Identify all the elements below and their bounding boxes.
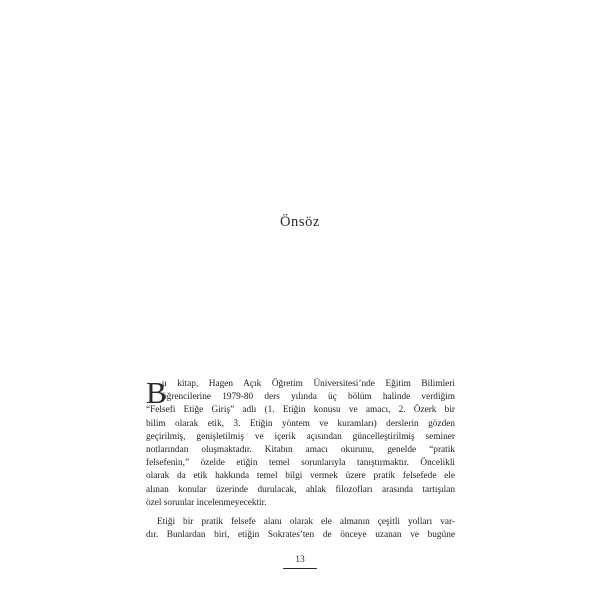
paragraph-2-line: Etiği bir pratik felsefe alanı olarak ele almanın çeşitli yolları var-	[157, 516, 455, 527]
paragraph-1-line: geçirilmiş, genişletilmiş ve içerik açısından güncelleştirilmiş seminer	[146, 431, 455, 442]
paragraph-1-line: olarak da etik hakkında temel bilgi vermek üzere pratik felsefede ele	[146, 471, 455, 482]
chapter-title: Önsöz	[279, 214, 321, 230]
paragraph-2	[146, 516, 455, 542]
paragraph-1-line: felsefenin,” özelde etiğin temel sorunlarıyla tanıştırmaktır. Öncelikli	[146, 458, 455, 469]
paragraph-1-line: bilim olarak etik, 3. Etiğin yöntem ve kuramları) derslerin gözden	[146, 418, 455, 429]
body-text	[146, 375, 455, 542]
paragraph-2-line: dır. Bunlardan biri, etiğin Sokrates’ten de önceye uzanan ve bugüne	[146, 530, 455, 541]
paragraph-1-line: alınan konular üzerinde durulacak, ahlak filozofları arasında tartışılan	[146, 484, 455, 495]
paragraph-1-line: özel sorunlar incelenmeyecektir.	[146, 497, 267, 508]
paragraph-1-line: “Felsefi Etiğe Giriş” adlı (1. Etiğin konusu ve amacı, 2. Özerk bir	[146, 405, 455, 416]
page-number-footer	[0, 555, 600, 569]
drop-cap: B	[146, 375, 167, 410]
page-number: 13	[283, 555, 317, 569]
paragraph-1	[146, 375, 455, 510]
paragraph-1-line: öğrencilerine 1979-80 ders yılında üç bölüm halinde verdiğim	[162, 392, 455, 403]
paragraph-1-line: u kitap, Hagen Açık Öğretim Üniversitesi’nde Eğitim Bilimleri	[162, 379, 455, 389]
paragraph-1-line: notlarından oluşmaktadır. Kitabın amacı okurunu, genelde “pratik	[146, 444, 455, 455]
